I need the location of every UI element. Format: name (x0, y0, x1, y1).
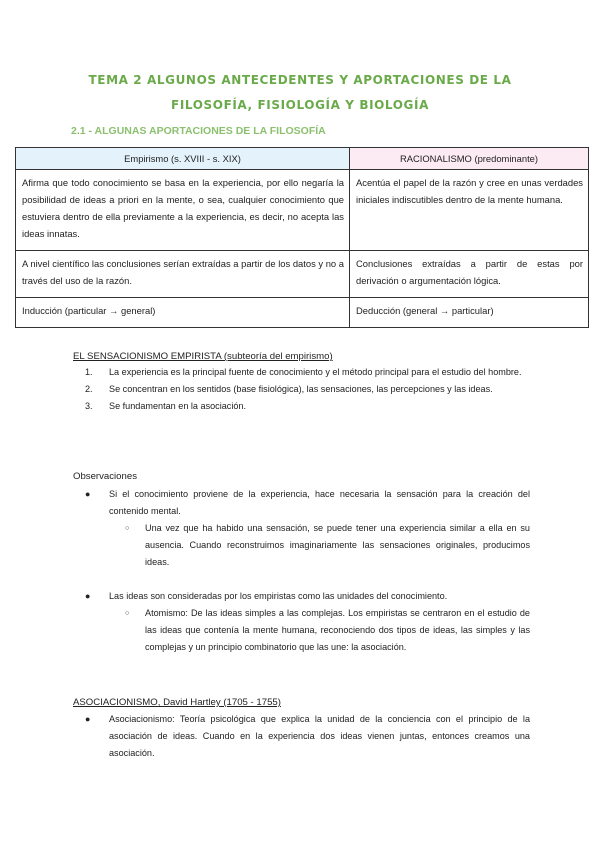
observaciones-list (85, 486, 530, 656)
list-item-text: Se concentran en los sentidos (base fisiológica), las sensaciones, las percepciones y las ideas. (109, 384, 493, 394)
list-item-text: Se fundamentan en la asociación. (109, 401, 247, 411)
list-item-text: Las ideas son consideradas por los empiristas como las unidades del conocimiento. (109, 591, 448, 601)
list-item (85, 364, 530, 381)
sub-list-item (125, 605, 530, 656)
list-marker: 2. (85, 384, 93, 394)
document-title-line-1: TEMA 2 ALGUNOS ANTECEDENTES Y APORTACIONES DE LA (88, 73, 512, 87)
table-cell: Inducción (particular → general) (16, 298, 350, 328)
asociacionismo-list (85, 711, 530, 762)
list-item-text: La experiencia es la principal fuente de conocimiento y el método principal para el estudio del hombre. (109, 367, 522, 377)
list-item (85, 398, 530, 415)
bullet-icon: ● (85, 591, 91, 601)
list-item (85, 486, 530, 520)
table-cell: Deducción (general → particular) (350, 298, 589, 328)
header-racionalismo: RACIONALISMO (predominante) (350, 148, 589, 170)
bullet-icon: ● (85, 714, 91, 724)
sensacionismo-list (85, 364, 530, 415)
table-cell: Afirma que todo conocimiento se basa en la experiencia, por ello negaría la posibilidad de ideas a priori en la mente, o sea, cualquier conocimiento que estuviera dentro de ella previamente a la experiencia, es decir, no acepta las ideas innatas. (16, 170, 350, 251)
list-marker: 1. (85, 367, 93, 377)
table-cell: Acentúa el papel de la razón y cree en unas verdades iniciales indiscutibles dentro de la mente humana. (350, 170, 589, 251)
sensacionismo-heading: EL SENSACIONISMO EMPIRISTA (subteoría del empirismo) (73, 351, 333, 362)
section-heading-2-1: 2.1 - ALGUNAS APORTACIONES DE LA FILOSOFÍA (71, 125, 326, 137)
sub-list-item (125, 520, 530, 571)
asociacionismo-heading: ASOCIACIONISMO, David Hartley (1705 - 1755) (73, 697, 281, 708)
list-item-text: Asociacionismo: Teoría psicológica que explica la unidad de la conciencia con el principio de la asociación de ideas. Cuando en la experiencia dos ideas vienen juntas, entonces creamos una asociación. (109, 714, 530, 758)
list-item-text: Si el conocimiento proviene de la experiencia, hace necesaria la sensación para la creación del contenido mental. (109, 489, 530, 516)
table-header-row (16, 148, 589, 170)
sub-list-item-text: Una vez que ha habido una sensación, se puede tener una experiencia similar a ella en su ausencia. Cuando reconstruimos imaginariamente las sensaciones originales, producimos ideas. (145, 523, 530, 567)
comparison-table (15, 147, 589, 328)
observaciones-heading: Observaciones (73, 471, 137, 482)
bullet-icon: ● (85, 489, 91, 499)
document-title-line-2: FILOSOFÍA, FISIOLOGÍA Y BIOLOGÍA (171, 98, 429, 112)
circle-bullet-icon: ○ (125, 610, 130, 617)
table-row (16, 251, 589, 298)
list-item (85, 711, 530, 762)
table-cell: Conclusiones extraídas a partir de estas por derivación o argumentación lógica. (350, 251, 589, 298)
list-item (85, 381, 530, 398)
header-empirismo: Empirismo (s. XVIII - s. XIX) (16, 148, 350, 170)
table-row (16, 298, 589, 328)
list-item (85, 588, 530, 605)
circle-bullet-icon: ○ (125, 525, 130, 532)
sub-list-item-text: Atomismo: De las ideas simples a las complejas. Los empiristas se centraron en el estudio de las ideas que contenía la mente humana, reconociendo dos tipos de ideas, las simples y las complejas y un principio combinatorio que las une: la asociación. (145, 608, 530, 652)
table-row (16, 170, 589, 251)
list-marker: 3. (85, 401, 93, 411)
table-cell: A nivel científico las conclusiones serían extraídas a partir de los datos y no a través del uso de la razón. (16, 251, 350, 298)
